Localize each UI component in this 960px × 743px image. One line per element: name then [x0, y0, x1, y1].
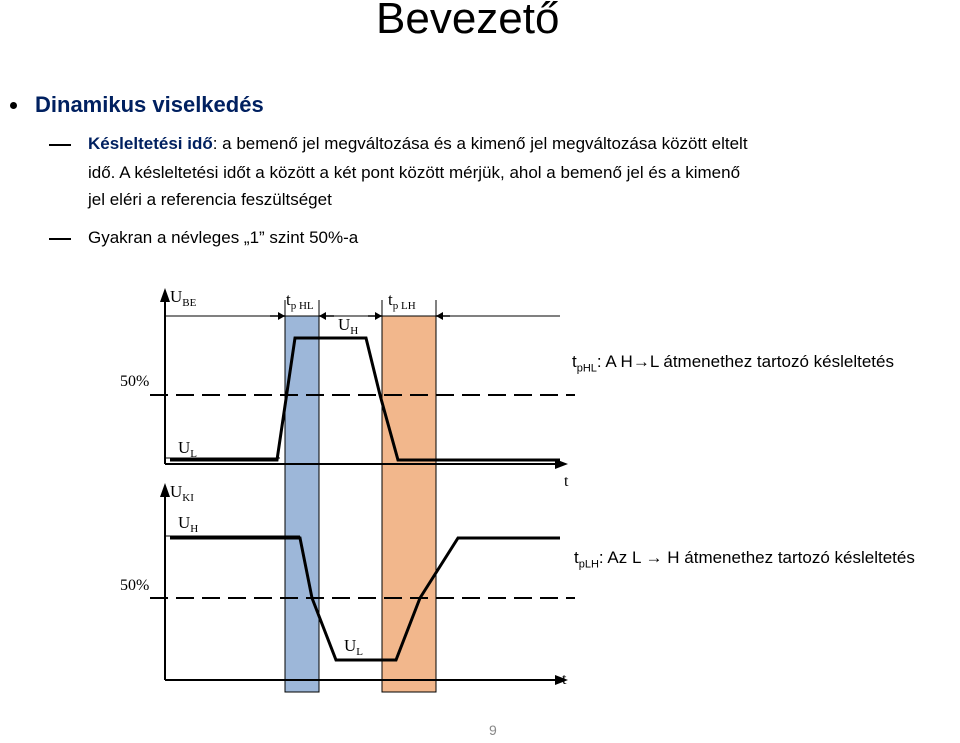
uki-label: $U_{KI}$	[170, 482, 194, 504]
definition-line-2: idő. A késleltetési időt a között a két pont között mérjük, ahol a bemenő jel és a kimenő	[88, 163, 741, 182]
tphl-label: $t_{p HL}$	[286, 290, 314, 312]
definition-line-1-rest: : a bemenő jel megváltozása és a kimenő jel megváltozása között eltelt	[212, 134, 748, 153]
t-top-label: t	[564, 473, 569, 490]
tplh-label: $t_{p LH}$	[388, 290, 416, 312]
tphl-arrow-left-icon	[278, 312, 285, 320]
tplh-band	[382, 316, 436, 692]
pct-50-top-label: 50%	[120, 373, 150, 390]
dash-icon	[49, 238, 71, 240]
ube-axis-arrow-icon	[160, 288, 170, 302]
ube-label: $U_{BE}$	[170, 287, 197, 309]
input-waveform	[170, 338, 560, 460]
pct-50-bottom-label: 50%	[120, 577, 150, 594]
t-bottom-label: t	[562, 671, 567, 688]
heading-dinamikus-viselkedes: Dinamikus viselkedés	[35, 92, 264, 117]
tplh-arrow-right-icon	[436, 312, 443, 320]
tplh-arrow-left-icon	[375, 312, 382, 320]
definition-line-1	[88, 131, 748, 157]
dash-icon	[49, 144, 71, 146]
bullet-heading	[10, 90, 264, 120]
ul-bottom-label: $U_L$	[344, 636, 364, 658]
tphl-caption: $t_{pHL}$: A H→L átmenethez tartozó késleltetés	[572, 352, 894, 375]
timing-diagram	[0, 270, 600, 710]
bullet-dot-icon	[10, 102, 17, 109]
uh-bottom-label: $U_H$	[178, 513, 199, 535]
term-kesleltetesi-ido: Késleltetési idő	[88, 134, 213, 153]
nominal-level-note: Gyakran a névleges „1” szint 50%-a	[88, 228, 359, 247]
page-number: 9	[489, 722, 497, 738]
slide-title: Bevezető	[376, 0, 560, 43]
definition-line-3: jel eléri a referencia feszültséget	[88, 190, 332, 209]
uh-top-label: $U_H$	[338, 315, 359, 337]
uki-axis-arrow-icon	[160, 483, 170, 497]
tphl-arrow-right-icon	[319, 312, 326, 320]
ul-top-label: $U_L$	[178, 438, 198, 460]
tplh-caption: $t_{pLH}$: Az L → H átmenethez tartozó késleltetés	[574, 548, 915, 571]
